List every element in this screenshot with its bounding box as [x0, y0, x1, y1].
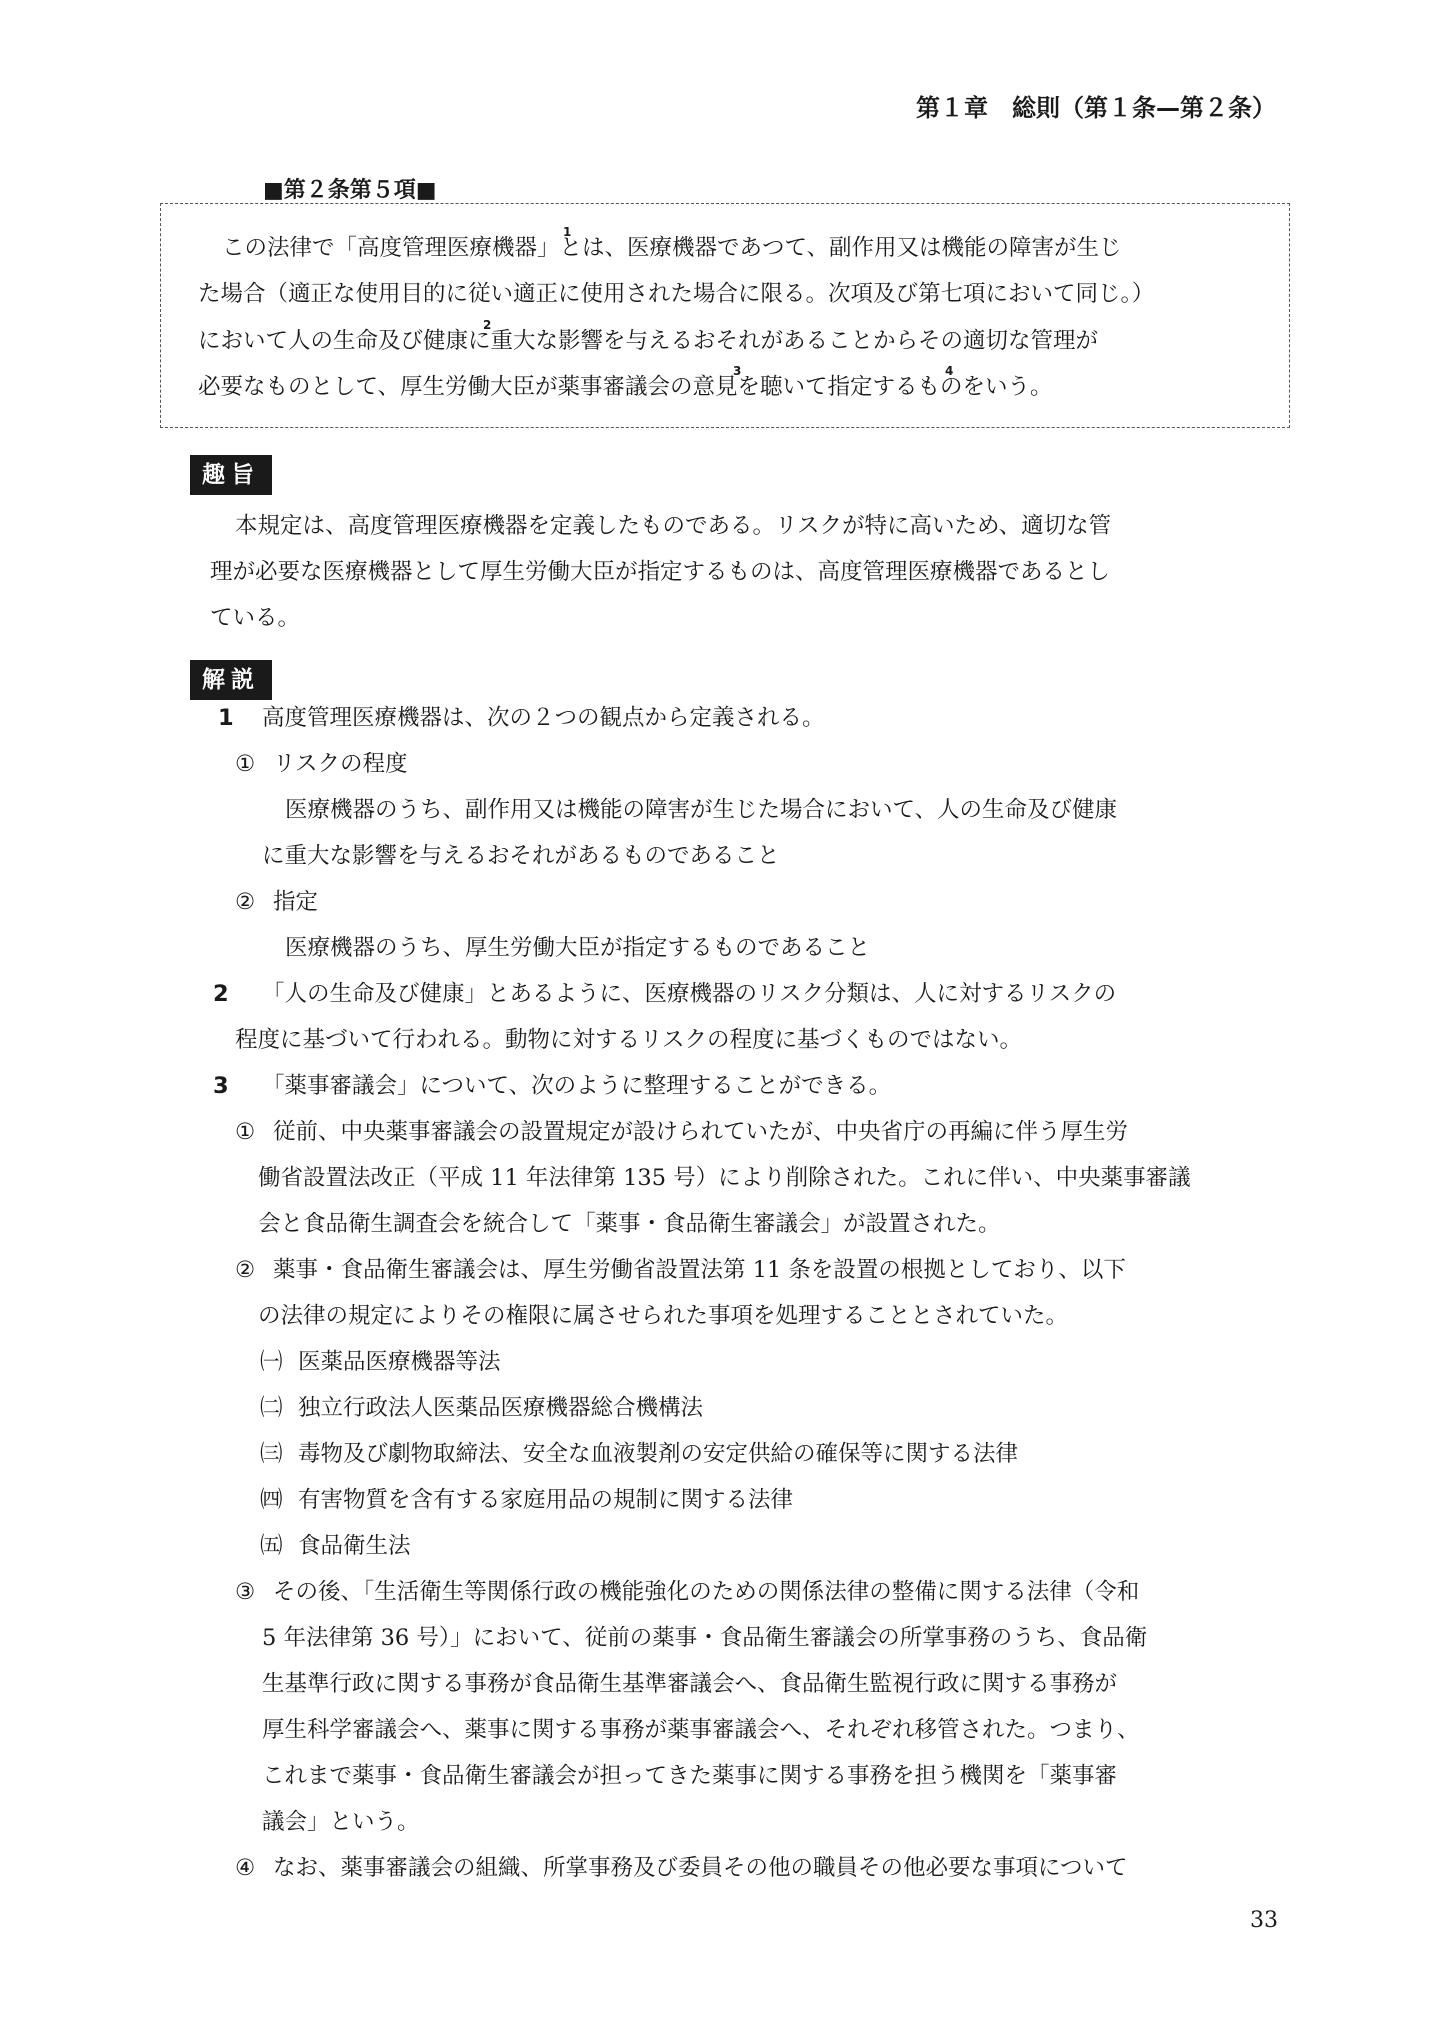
sub-line: なお、薬事審議会の組織、所掌事務及び委員その他の職員その他必要な事項について [273, 1855, 1128, 1881]
sub-title: 指定 [273, 889, 319, 915]
sub-line: 5 年法律第 36 号）」において、従前の薬事・食品衛生審議会の所掌事務のうち、食品衛 [262, 1625, 1148, 1651]
item-number: 2 [213, 981, 229, 1007]
law-item: 医薬品医療機器等法 [298, 1349, 501, 1375]
article-line: において人の生命及び健康に重大な影響を与えるおそれがあることからその適切な管理が [198, 328, 1099, 354]
purpose-line: 本規定は、高度管理医療機器を定義したものである。リスクが特に高いため、適切な管 [235, 513, 1112, 539]
footnote-ref: 1 [563, 225, 572, 239]
sub-mark: ① [235, 751, 256, 777]
law-mark: ㈠ [260, 1349, 283, 1375]
law-item: 有害物質を含有する家庭用品の規制に関する法律 [298, 1487, 794, 1513]
article-line: た場合（適正な使用目的に従い適正に使用された場合に限る。次項及び第七項において同じ。） [198, 281, 1155, 307]
item-number: 3 [213, 1073, 229, 1099]
sub-line: 議会」という。 [262, 1809, 420, 1835]
sub-mark: ② [235, 1257, 256, 1283]
sub-mark: ③ [235, 1579, 256, 1605]
purpose-heading: 趣旨 [190, 455, 272, 495]
footnote-ref: 2 [483, 318, 492, 332]
law-mark: ㈡ [260, 1395, 283, 1421]
item-text: 高度管理医療機器は、次の２つの観点から定義される。 [262, 705, 825, 731]
sub-line: その後、「生活衛生等関係行政の機能強化のための関係法律の整備に関する法律（令和 [273, 1579, 1140, 1605]
item-text: 「人の生命及び健康」とあるように、医療機器のリスク分類は、人に対するリスクの [262, 981, 1117, 1007]
sub-line: の法律の規定によりその権限に属させられた事項を処理することとされていた。 [258, 1303, 1069, 1329]
item-text: 「薬事審議会」について、次のように整理することができる。 [262, 1073, 892, 1099]
footnote-ref: 3 [733, 364, 742, 378]
item-number: 1 [218, 705, 234, 731]
chapter-header: 第１章 総則（第１条—第２条） [916, 94, 1276, 122]
sub-line: これまで薬事・食品衛生審議会が担ってきた薬事に関する事務を担う機関を「薬事審 [262, 1763, 1118, 1789]
law-mark: ㈢ [260, 1441, 283, 1467]
sub-line: に重大な影響を与えるおそれがあるものであること [262, 843, 780, 869]
sub-line: 厚生科学審議会へ、薬事に関する事務が薬事審議会へ、それぞれ移管された。つまり、 [262, 1717, 1140, 1743]
law-mark: ㈣ [260, 1487, 283, 1513]
item-text: 程度に基づいて行われる。動物に対するリスクの程度に基づくものではない。 [235, 1027, 1023, 1053]
article-line: この法律で「高度管理医療機器」とは、医療機器であつて、副作用又は機能の障害が生じ [222, 235, 1122, 261]
sub-line: 生基準行政に関する事務が食品衛生基準審議会へ、食品衛生監視行政に関する事務が [262, 1671, 1118, 1697]
commentary-heading: 解説 [190, 660, 272, 700]
sub-mark: ① [235, 1119, 256, 1145]
sub-mark: ② [235, 889, 256, 915]
sub-line: 働省設置法改正（平成 11 年法律第 135 号）により削除された。これに伴い、中央薬事審議 [258, 1165, 1191, 1191]
sub-line: 医療機器のうち、厚生労働大臣が指定するものであること [285, 935, 871, 961]
purpose-line: ている。 [210, 605, 301, 631]
article-line: 必要なものとして、厚生労働大臣が薬事審議会の意見を聴いて指定するものをいう。 [198, 374, 1053, 400]
sub-line: 従前、中央薬事審議会の設置規定が設けられていたが、中央省庁の再編に伴う厚生労 [273, 1119, 1129, 1145]
sub-mark: ④ [235, 1855, 256, 1881]
page-number: 33 [1250, 1908, 1278, 1933]
law-item: 食品衛生法 [298, 1533, 411, 1559]
sub-title: リスクの程度 [273, 751, 408, 777]
law-mark: ㈤ [260, 1533, 283, 1559]
sub-line: 薬事・食品衛生審議会は、厚生労働省設置法第 11 条を設置の根拠としており、以下 [273, 1257, 1126, 1283]
purpose-line: 理が必要な医療機器として厚生労働大臣が指定するものは、高度管理医療機器であるとし [210, 559, 1111, 585]
sub-line: 医療機器のうち、副作用又は機能の障害が生じた場合において、人の生命及び健康 [285, 797, 1118, 823]
law-item: 独立行政法人医薬品医療機器総合機構法 [298, 1395, 704, 1421]
sub-line: 会と食品衛生調査会を統合して「薬事・食品衛生審議会」が設置された。 [258, 1211, 1001, 1237]
footnote-ref: 4 [945, 364, 954, 378]
article-title: ■第２条第５項■ [263, 178, 437, 203]
law-item: 毒物及び劇物取締法、安全な血液製剤の安定供給の確保等に関する法律 [298, 1441, 1019, 1467]
